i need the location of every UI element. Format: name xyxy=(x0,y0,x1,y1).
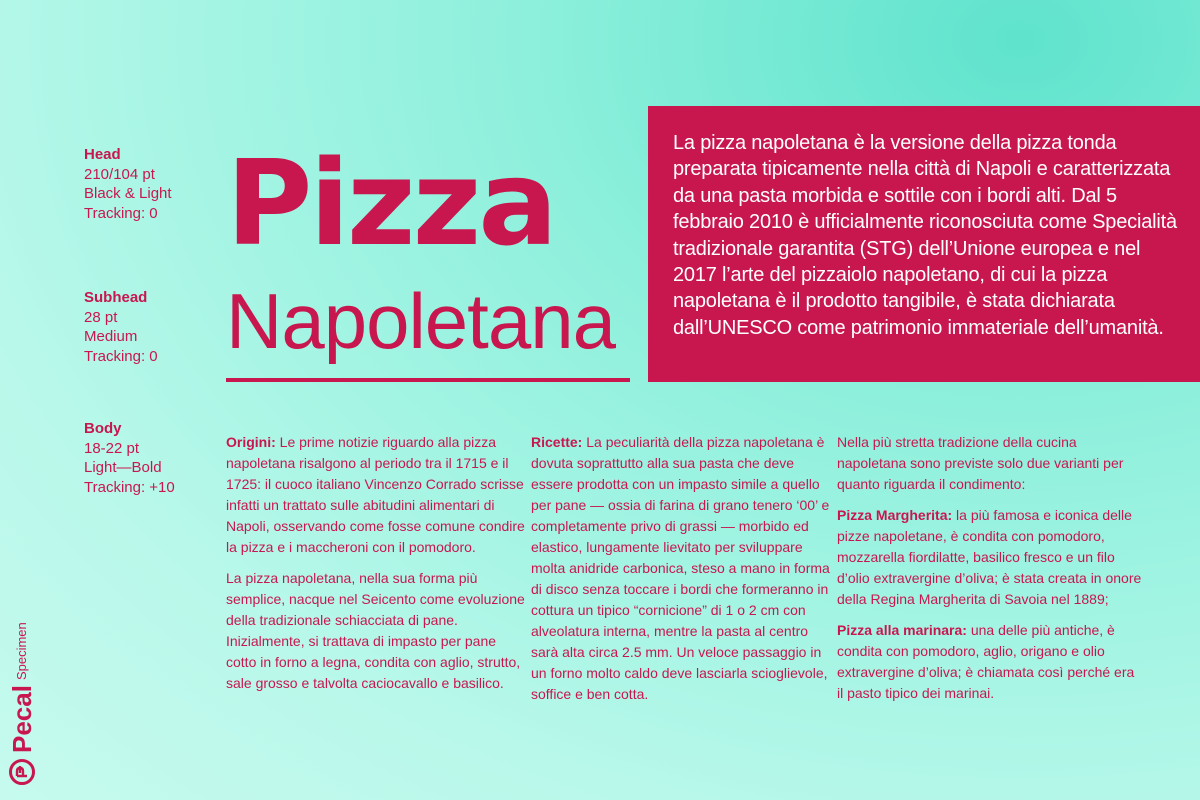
ricette-label: Ricette: xyxy=(531,434,583,450)
origini-label: Origini: xyxy=(226,434,276,450)
spec-body-tracking: Tracking: +10 xyxy=(84,478,175,496)
brand-logo xyxy=(8,622,36,785)
spec-body-label: Body xyxy=(84,420,122,437)
spec-head-tracking: Tracking: 0 xyxy=(84,204,158,222)
spec-subhead-weight: Medium xyxy=(84,328,138,345)
spec-head-weight: Black & Light xyxy=(84,185,172,202)
marinara-paragraph xyxy=(837,620,1142,704)
marinara-text: una delle più antiche, è condita con pomodoro, aglio, origano e olio extravergine d’oliva; è chiamata così perché era il pasto tipico dei marinai. xyxy=(837,622,1135,701)
ricette-text: La peculiarità della pizza napoletana è dovuta soprattutto alla sua pasta che deve essere prodotta con un impasto simile a quello per pane — ossia di farina di grano tenero ‘00’ e completamente privo di grassi — morbido ed elastico, lungamente lievitato per sviluppare molta anidride carbonica, steso a mano in forma di disco senza toccare i bordi che formeranno in cottura un tipico “cornicione” di 1 o 2 cm con alveolatura interna, mentre la pasta al centro sarà alta circa 2.5 mm. Un veloce passaggio in un forno molto caldo deve lasciarla scioglievole, soffice e ben cotta. xyxy=(531,434,830,702)
spec-body-weight: Light—Bold xyxy=(84,459,162,476)
spec-subhead-size: 28 pt xyxy=(84,308,118,326)
pecal-logo-icon xyxy=(9,759,35,785)
spec-body xyxy=(84,419,175,497)
spec-body-size: 18-22 pt xyxy=(84,439,140,457)
brand-tagline: Specimen xyxy=(14,622,29,681)
page-subtitle: Napoletana xyxy=(226,277,615,365)
page-title: Pizza xyxy=(226,134,555,272)
origini-paragraph xyxy=(226,432,528,558)
varianti-intro: Nella più stretta tradizione della cucina napoletana sono previste solo due varianti per quanto riguarda il condimento: xyxy=(837,434,1124,492)
spec-head-size: 210/104 pt xyxy=(84,165,155,183)
spec-subhead xyxy=(84,288,158,366)
margherita-label: Pizza Margherita: xyxy=(837,507,953,523)
spec-head xyxy=(84,145,172,223)
seicento-paragraph: La pizza napoletana, nella sua forma più semplice, nacque nel Seicento come evoluzione della tradizionale schiacciata di pane. Inizialmente, si trattava di impasto per pane cotto in forno a legna, condita con aglio, strutto, sale grosso e talvolta caciocavallo e basilico. xyxy=(226,570,525,691)
brand-name: Pecal xyxy=(7,685,37,753)
body-column-varianti xyxy=(837,432,1142,714)
intro-box xyxy=(648,106,1200,382)
origini-text: Le prime notizie riguardo alla pizza napoletana risalgono al periodo tra il 1715 e il 1725: il cuoco italiano Vincenzo Corrado scrisse infatti un trattato sulle abitudini alimentari di Napoli, osservando come fosse comune condire la pizza e i maccheroni con il pomodoro. xyxy=(226,434,525,555)
spec-head-label: Head xyxy=(84,146,121,163)
title-divider xyxy=(226,378,630,382)
intro-text: La pizza napoletana è la versione della pizza tonda preparata tipicamente nella città di Napoli e caratterizzata da una pasta morbida e sottile con i bordi alti. Dal 5 febbraio 2010 è ufficialmente riconosciuta come Specialità tradizionale garantita (STG) dell’Unione europea e nel 2017 l’arte del pizzaiolo napoletano, di cui la pizza napoletana è il prodotto tangibile, è stata dichiarata dall’UNESCO come patrimonio immateriale dell’umanità. xyxy=(673,132,1177,339)
marinara-label: Pizza alla marinara: xyxy=(837,622,967,638)
body-column-ricette xyxy=(531,432,833,715)
spec-subhead-tracking: Tracking: 0 xyxy=(84,347,158,365)
ricette-paragraph xyxy=(531,432,833,705)
spec-subhead-label: Subhead xyxy=(84,289,148,306)
margherita-text: la più famosa e iconica delle pizze napoletane, è condita con pomodoro, mozzarella fiordilatte, basilico fresco e un filo d’olio extravergine d’oliva; è stata creata in onore della Regina Margherita di Savoia nel 1889; xyxy=(837,507,1142,607)
margherita-paragraph xyxy=(837,505,1142,610)
body-column-origini xyxy=(226,432,528,704)
